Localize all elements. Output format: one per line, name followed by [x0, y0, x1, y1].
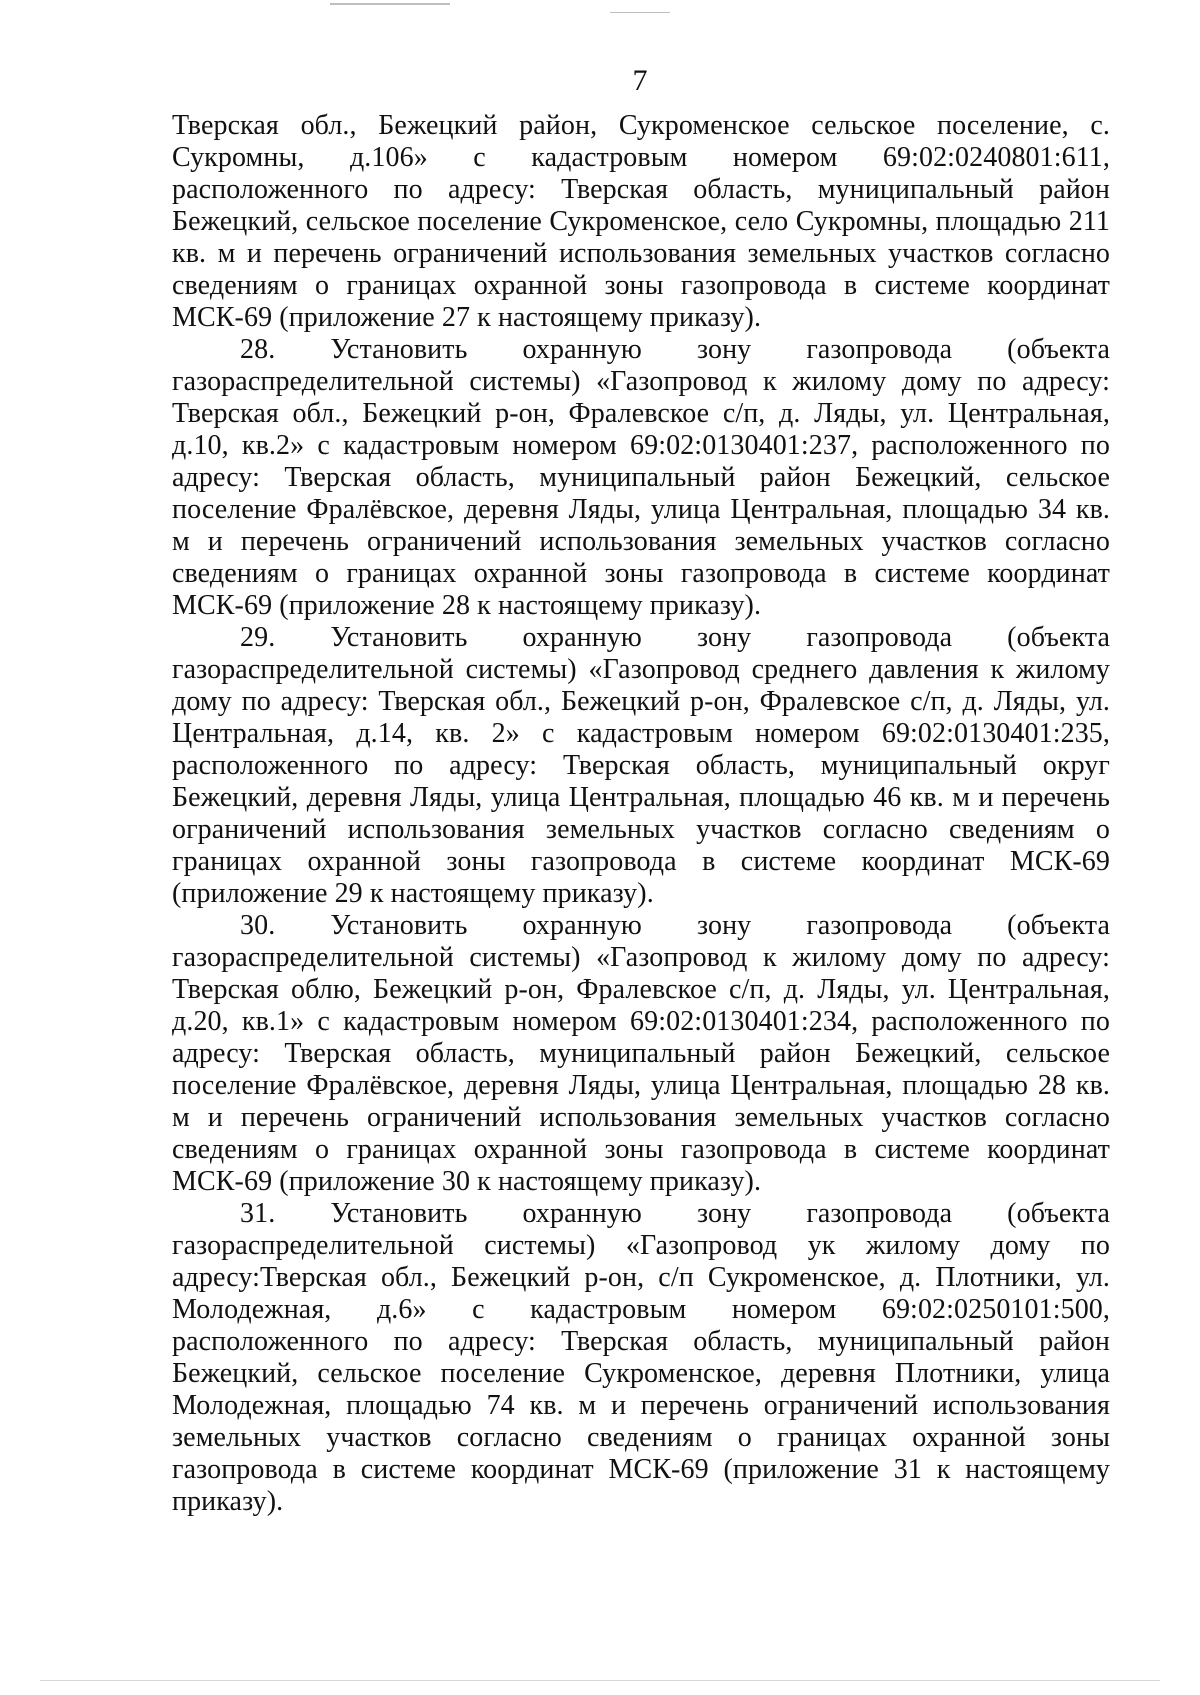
- page-number: 7: [632, 64, 648, 97]
- paragraph-item-28: 28. Установить охранную зону газопровода (объекта газораспределительной системы) «Газопровод к жилому дому по адресу: Тверская обл., Бежецкий р-он, Фралевское с/п, д. Ляды, ул. Центральная, д.10, кв.2» с кадастровым номером 69:02:0130401:237, расположенного по адресу: Тверская область, муниципальный район Бежецкий, сельское поселение Фралёвское, деревня Ляды, улица Центральная, площадью 34 кв. м и перечень ограничений использования земельных участков согласно сведениям о границах охранной зоны газопровода в системе координат МСК-69 (приложение 28 к настоящему приказу).: [172, 334, 1110, 621]
- scan-artifact-top-right: [610, 12, 670, 13]
- paragraph-item-31: 31. Установить охранную зону газопровода (объекта газораспределительной системы) «Газопровод ук жилому дому по адресу:Тверская обл., Бежецкий р-он, с/п Сукроменское, д. Плотники, ул. Молодежная, д.6» с кадастровым номером 69:02:0250101:500, расположенного по адресу: Тверская область, муниципальный район Бежецкий, сельское поселение Сукроменское, деревня Плотники, улица Молодежная, площадью 74 кв. м и перечень ограничений использования земельных участков согласно сведениям о границах охранной зоны газопровода в системе координат МСК-69 (приложение 31 к настоящему приказу).: [172, 1198, 1110, 1517]
- paragraph-continuation: Тверская обл., Бежецкий район, Сукроменское сельское поселение, с. Сукромны, д.106» с кадастровым номером 69:02:0240801:611, расположенного по адресу: Тверская область, муниципальный район Бежецкий, сельское поселение Сукроменское, село Сукромны, площадью 211 кв. м и перечень ограничений использования земельных участков согласно сведениям о границах охранной зоны газопровода в системе координат МСК-69 (приложение 27 к настоящему приказу).: [172, 110, 1110, 333]
- scan-artifact-top: [330, 3, 450, 5]
- paragraph-item-29: 29. Установить охранную зону газопровода (объекта газораспределительной системы) «Газопровод среднего давления к жилому дому по адресу: Тверская обл., Бежецкий р-он, Фралевское с/п, д. Ляды, ул. Центральная, д.14, кв. 2» с кадастровым номером 69:02:0130401:235, расположенного по адресу: Тверская область, муниципальный округ Бежецкий, деревня Ляды, улица Центральная, площадью 46 кв. м и перечень ограничений использования земельных участков согласно сведениям о границах охранной зоны газопровода в системе координат МСК-69 (приложение 29 к настоящему приказу).: [172, 622, 1110, 909]
- document-body: [172, 110, 1110, 1518]
- paragraph-item-30: 30. Установить охранную зону газопровода (объекта газораспределительной системы) «Газопровод к жилому дому по адресу: Тверская облю, Бежецкий р-он, Фралевское с/п, д. Ляды, ул. Центральная, д.20, кв.1» с кадастровым номером 69:02:0130401:234, расположенного по адресу: Тверская область, муниципальный район Бежецкий, сельское поселение Фралёвское, деревня Ляды, улица Центральная, площадью 28 кв. м и перечень ограничений использования земельных участков согласно сведениям о границах охранной зоны газопровода в системе координат МСК-69 (приложение 30 к настоящему приказу).: [172, 910, 1110, 1197]
- scan-artifact-bottom: [40, 1680, 1160, 1681]
